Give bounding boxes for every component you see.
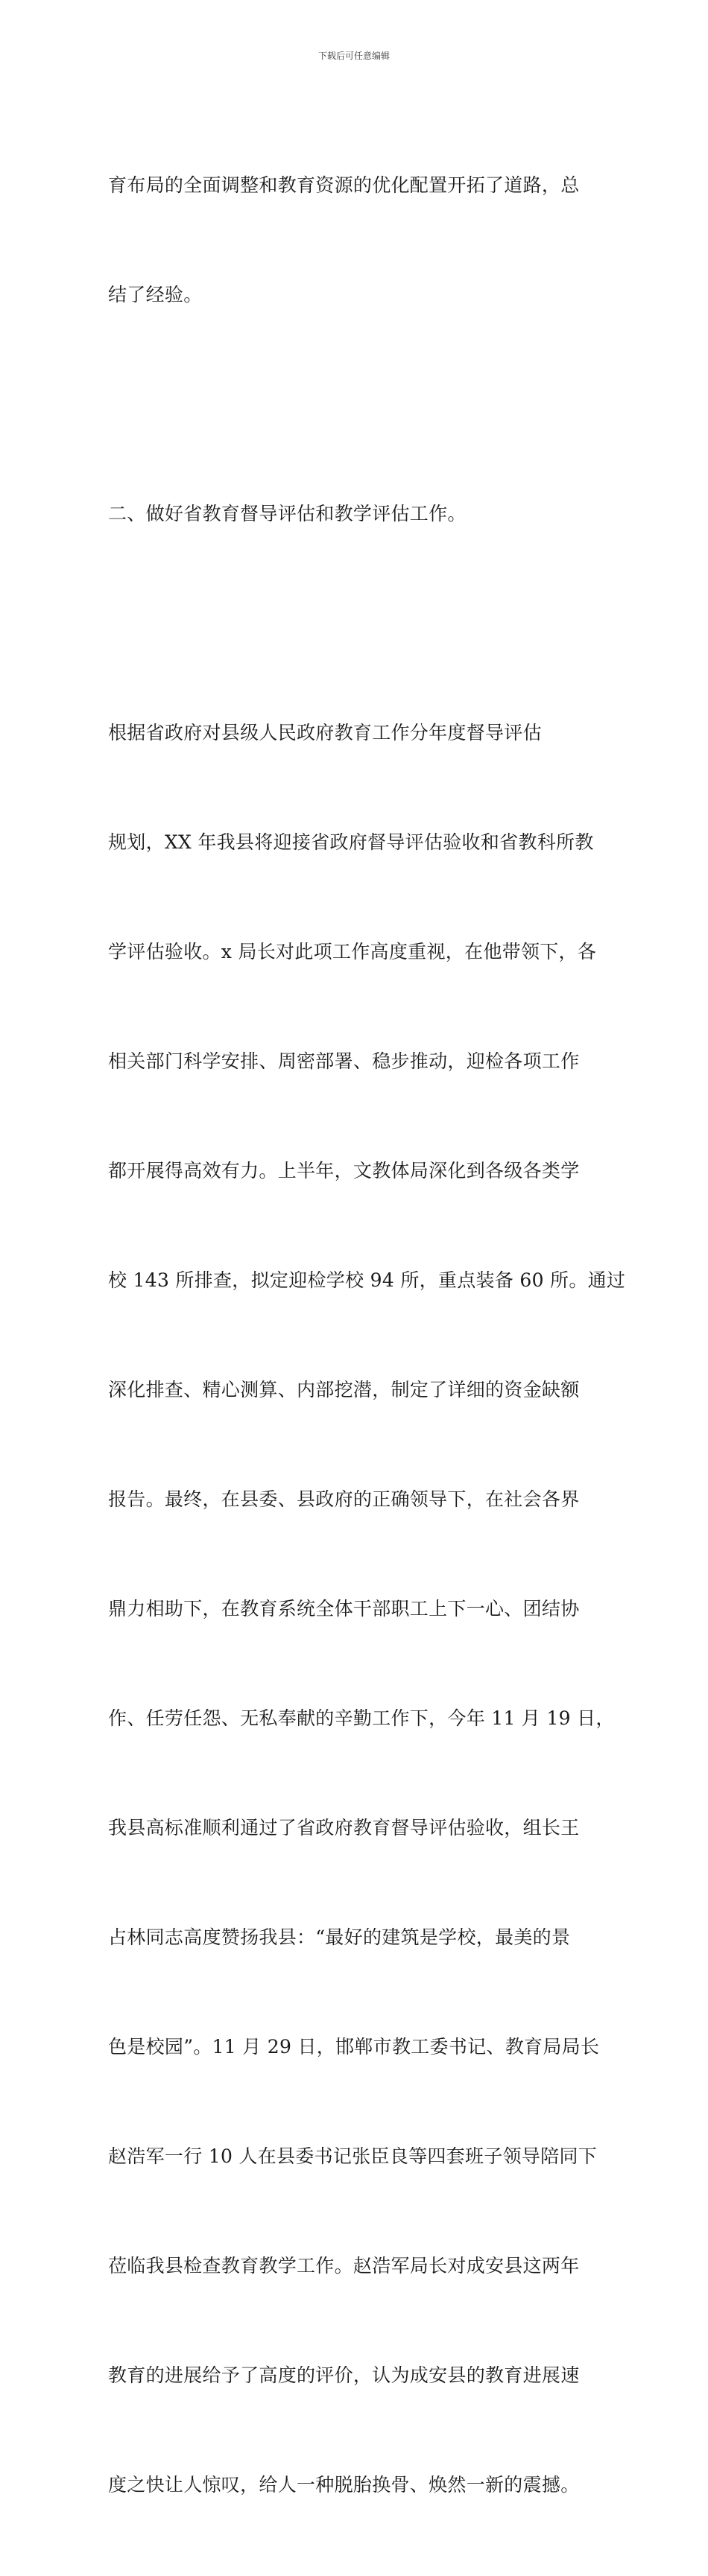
text-line: 相关部门科学安排、周密部署、稳步推动，迎检各项工作 bbox=[108, 1050, 580, 1072]
text-line: 学评估验收。x 局长对此项工作高度重视，在他带领下，各 bbox=[108, 941, 597, 962]
text-line: 育布局的全面调整和教育资源的优化配置开拓了道路，总 bbox=[108, 174, 580, 196]
heading-line: 二、做好省教育督导评估和教学评估工作。 bbox=[108, 503, 467, 524]
text-line: 规划，XX 年我县将迎接省政府督导评估验收和省教科所教 bbox=[108, 831, 594, 853]
text-line: 度之快让人惊叹，给人一种脱胎换骨、焕然一新的震撼。 bbox=[108, 2474, 580, 2496]
text-line: 校 143 所排查，拟定迎检学校 94 所，重点装备 60 所。通过 bbox=[108, 1269, 626, 1291]
section-heading bbox=[108, 422, 630, 605]
header-note: 下载后可任意编辑 bbox=[317, 51, 390, 61]
text-line: 莅临我县检查教育教学工作。赵浩军局长对成安县这两年 bbox=[108, 2255, 580, 2277]
text-line: 我县高标准顺利通过了省政府教育督导评估验收，组长王 bbox=[108, 1817, 580, 1839]
text-line: 深化排查、精心测算、内部挖潜，制定了详细的资金缺额 bbox=[108, 1379, 580, 1400]
text-line: 作、任劳任怨、无私奉献的辛勤工作下，今年 11 月 19 日， bbox=[108, 1707, 615, 1729]
text-line: 教育的进展给予了高度的评价，认为成安县的教育进展速 bbox=[108, 2364, 580, 2386]
text-line: 色是校园”。11 月 29 日，邯郸市教工委书记、教育局局长 bbox=[108, 2036, 600, 2058]
paragraph-1 bbox=[108, 94, 630, 386]
text-line: 赵浩军一行 10 人在县委书记张臣良等四套班子领导陪同下 bbox=[108, 2145, 598, 2167]
document-body bbox=[108, 94, 630, 2576]
text-line: 报告。最终，在县委、县政府的正确领导下，在社会各界 bbox=[108, 1488, 580, 1510]
paragraph-3 bbox=[108, 641, 630, 2576]
text-line: 结了经验。 bbox=[108, 284, 203, 305]
text-line: 都开展得高效有力。上半年，文教体局深化到各级各类学 bbox=[108, 1160, 580, 1181]
text-line: 占林同志高度赞扬我县：“最好的建筑是学校，最美的景 bbox=[108, 1926, 571, 1948]
text-line: 根据省政府对县级人民政府教育工作分年度督导评估 bbox=[108, 722, 542, 743]
text-line: 鼎力相助下，在教育系统全体干部职工上下一心、团结协 bbox=[108, 1598, 580, 1619]
